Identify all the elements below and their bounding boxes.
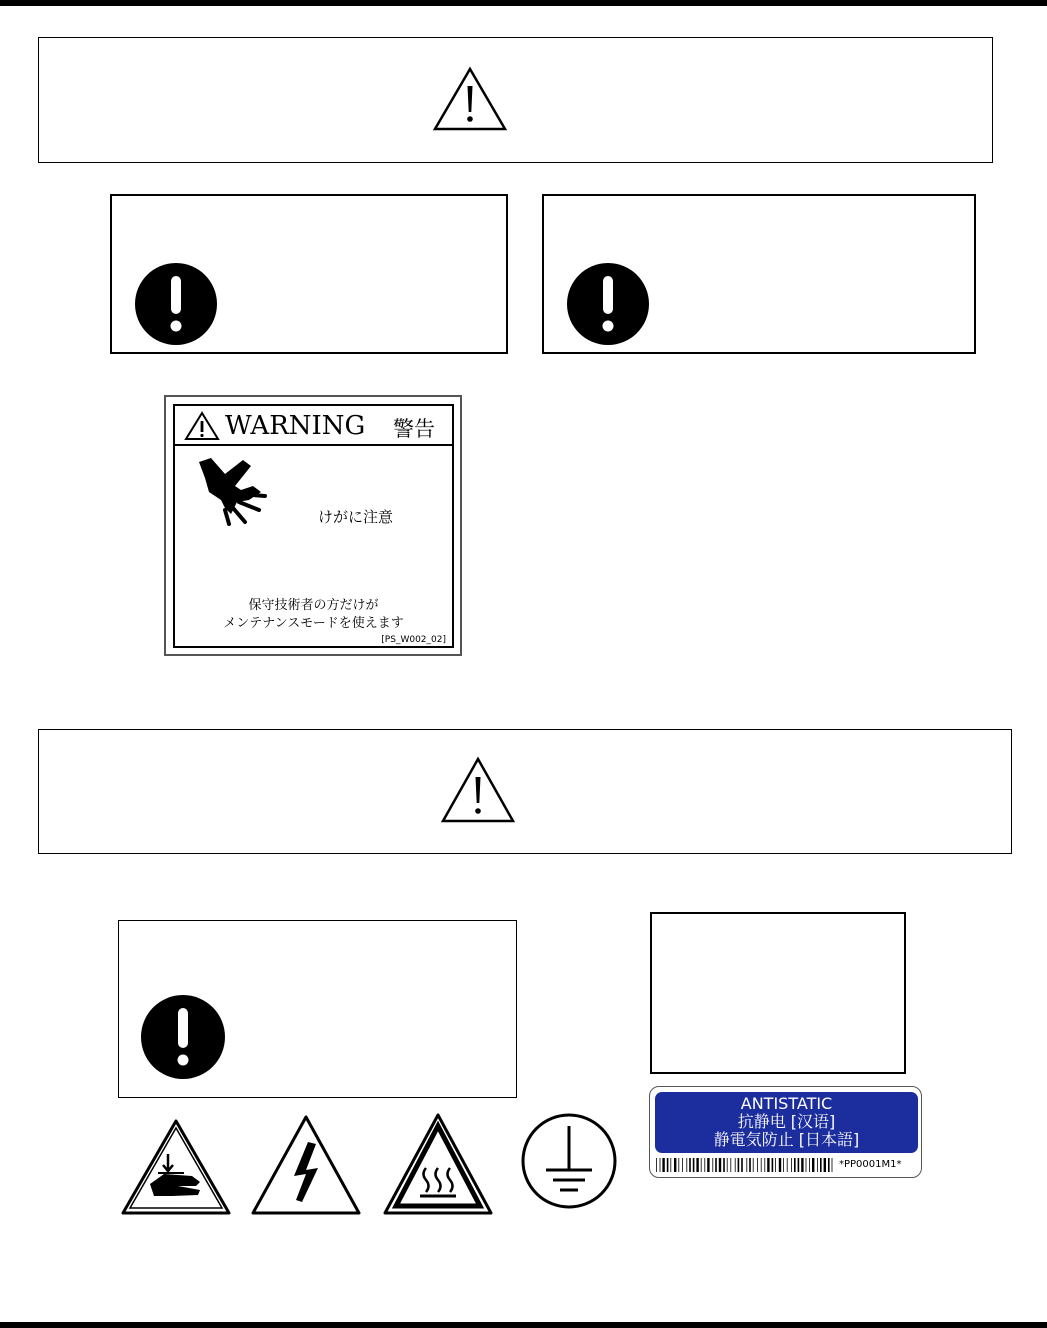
- barcode-bar: [730, 1158, 731, 1172]
- barcode-bar: [674, 1158, 676, 1172]
- barcode-bar: [801, 1158, 803, 1172]
- mandatory-box-c: [118, 920, 517, 1098]
- exclamation-triangle-icon: [184, 411, 220, 441]
- barcode-bar: [741, 1158, 743, 1172]
- barcode-bar: [828, 1158, 830, 1172]
- warning-label-body-line1: 保守技術者の方だけが: [248, 598, 379, 613]
- barcode-bar: [719, 1158, 721, 1172]
- warning-label-code: [PS_W002_02]: [381, 635, 446, 645]
- antistatic-label-code: *PP0001M1*: [839, 1159, 902, 1170]
- exclamation-circle-icon: [566, 262, 650, 346]
- warning-box-2: [38, 729, 1012, 854]
- exclamation-circle-icon: [134, 262, 218, 346]
- top-rule: [0, 0, 1047, 6]
- barcode-bar: [824, 1158, 826, 1172]
- barcode-bar: [746, 1158, 747, 1172]
- barcode-bar: [667, 1158, 669, 1172]
- barcode-bar: [704, 1158, 705, 1172]
- warning-label-title-jp: 警告: [393, 417, 435, 441]
- warning-box-1: [38, 37, 993, 163]
- barcode-bar: [682, 1158, 683, 1172]
- barcode-bar: [817, 1158, 818, 1172]
- barcode-bar: [772, 1158, 774, 1172]
- barcode-bar: [701, 1158, 702, 1172]
- barcode-bar: [723, 1158, 725, 1172]
- barcode-bar: [767, 1158, 769, 1172]
- barcode-bar: [794, 1158, 796, 1172]
- barcode-bar: [761, 1158, 762, 1172]
- barcode-bar: [753, 1158, 754, 1172]
- barcode-bar: [662, 1158, 664, 1172]
- barcode-bar: [670, 1158, 671, 1172]
- warning-label-frame: [173, 404, 454, 648]
- antistatic-label: [649, 1086, 922, 1178]
- barcode-bar: [832, 1158, 833, 1172]
- barcode-bar: [809, 1158, 810, 1172]
- barcode-bar: [693, 1158, 695, 1172]
- warning-label: [164, 395, 462, 656]
- barcode-bar: [798, 1158, 800, 1172]
- warning-label-header: [175, 406, 452, 446]
- barcode: [656, 1158, 836, 1172]
- barcode-bar: [791, 1158, 792, 1172]
- barcode-bar: [738, 1158, 740, 1172]
- barcode-bar: [727, 1158, 728, 1172]
- warning-label-title-en: WARNING: [225, 411, 366, 441]
- barcode-bar: [764, 1158, 765, 1172]
- barcode-bar: [806, 1158, 807, 1172]
- warning-label-caution: けがに注意: [318, 508, 394, 526]
- warning-label-body-line2: メンテナンスモードを使えます: [223, 616, 404, 631]
- antistatic-label-line2: 抗静电 [汉语]: [737, 1112, 836, 1131]
- exclamation-circle-icon: [140, 994, 226, 1080]
- barcode-bar: [787, 1158, 788, 1172]
- warning-label-body: [175, 597, 452, 633]
- barcode-bar: [696, 1158, 698, 1172]
- barcode-bar: [812, 1158, 814, 1172]
- barcode-bar: [749, 1158, 751, 1172]
- barcode-bar: [715, 1158, 717, 1172]
- lightning-triangle-icon: [250, 1114, 362, 1216]
- barcode-bar: [820, 1158, 822, 1172]
- barcode-bar: [712, 1158, 713, 1172]
- mandatory-box-b: [542, 194, 976, 354]
- exclamation-triangle-icon: [440, 756, 516, 824]
- antistatic-label-line3: 静電気防止 [日本語]: [713, 1130, 860, 1149]
- empty-box-d: [650, 912, 906, 1074]
- barcode-bar: [783, 1158, 784, 1172]
- bottom-rule: [0, 1322, 1047, 1328]
- barcode-bar: [707, 1158, 709, 1172]
- mandatory-box-a: [110, 194, 508, 354]
- barcode-bar: [686, 1158, 687, 1172]
- barcode-bar: [735, 1158, 736, 1172]
- hand-crush-triangle-icon: [120, 1118, 232, 1216]
- barcode-bar: [689, 1158, 691, 1172]
- barcode-bar: [660, 1158, 661, 1172]
- antistatic-label-line1: ANTISTATIC: [740, 1094, 833, 1113]
- hand-pinch-icon: [195, 456, 269, 526]
- exclamation-triangle-icon: [432, 66, 508, 132]
- barcode-bar: [779, 1158, 781, 1172]
- antistatic-label-panel: [655, 1092, 918, 1153]
- ground-symbol-icon: [520, 1112, 618, 1210]
- barcode-bar: [775, 1158, 776, 1172]
- barcode-bar: [678, 1158, 679, 1172]
- barcode-bar: [757, 1158, 758, 1172]
- hot-surface-triangle-icon: [382, 1112, 494, 1216]
- barcode-bar: [656, 1158, 657, 1172]
